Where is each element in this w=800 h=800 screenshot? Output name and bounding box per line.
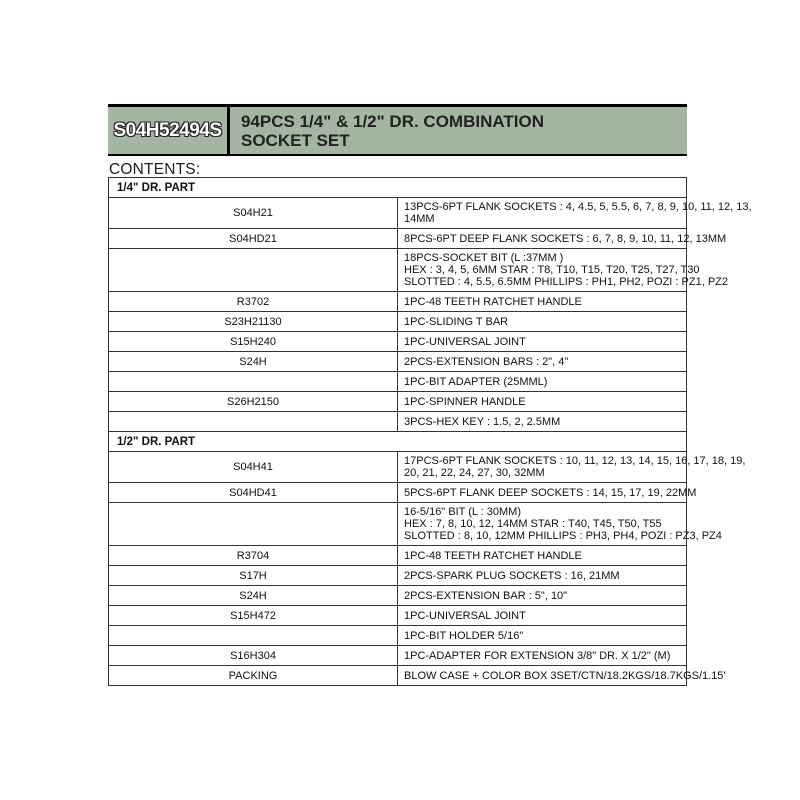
table-row bbox=[109, 586, 687, 606]
table-row bbox=[109, 452, 687, 483]
part-description bbox=[398, 352, 687, 372]
part-description bbox=[398, 332, 687, 352]
table-row bbox=[109, 372, 687, 392]
part-description bbox=[398, 392, 687, 412]
description-line: 1PC-SPINNER HANDLE bbox=[404, 395, 526, 408]
section-header-row bbox=[109, 432, 687, 452]
part-description bbox=[398, 566, 687, 586]
description-line: 1PC-UNIVERSAL JOINT bbox=[404, 609, 526, 622]
section-title: 1/2" DR. PART bbox=[109, 432, 687, 452]
table-row bbox=[109, 566, 687, 586]
description-line: 16-5/16" BIT (L : 30MM) bbox=[404, 506, 522, 518]
description-line: 13PCS-6PT FLANK SOCKETS : 4, 4.5, 5, 5.5, 6, 7, 8, 9, 10, 11, 12, 13, bbox=[404, 201, 752, 213]
part-code: S24H bbox=[109, 586, 398, 606]
description-line: 14MM bbox=[404, 213, 435, 225]
description-line: 1PC-BIT HOLDER 5/16" bbox=[404, 629, 524, 642]
part-code: R3702 bbox=[109, 292, 398, 312]
footnote bbox=[112, 697, 114, 704]
part-description bbox=[398, 292, 687, 312]
part-description bbox=[398, 546, 687, 566]
part-code: S16H304 bbox=[109, 646, 398, 666]
table-row bbox=[109, 352, 687, 372]
table-row bbox=[109, 332, 687, 352]
product-title-cell bbox=[230, 107, 687, 154]
part-code: S23H21130 bbox=[109, 312, 398, 332]
part-code: S04HD41 bbox=[109, 483, 398, 503]
part-code: PACKING bbox=[109, 666, 398, 686]
product-code-cell bbox=[108, 107, 230, 154]
description-line: 1PC-ADAPTER FOR EXTENSION 3/8" DR. X 1/2" (M) bbox=[404, 649, 671, 662]
part-description bbox=[398, 606, 687, 626]
description-line: 1PC-SLIDING T BAR bbox=[404, 315, 509, 328]
section-header-row bbox=[109, 178, 687, 198]
description-line: HEX : 7, 8, 10, 12, 14MM STAR : T40, T45, T50, T55 bbox=[404, 518, 662, 530]
description-line: 5PCS-6PT FLANK DEEP SOCKETS : 14, 15, 17, 19, 22MM bbox=[404, 486, 697, 499]
table-row bbox=[109, 249, 687, 292]
part-code bbox=[109, 503, 398, 546]
table-row bbox=[109, 666, 687, 686]
part-description bbox=[398, 452, 746, 483]
part-description bbox=[398, 626, 687, 646]
table-row bbox=[109, 392, 687, 412]
section-title: 1/4" DR. PART bbox=[109, 178, 687, 198]
part-code: R3704 bbox=[109, 546, 398, 566]
product-title-line2: SOCKET SET bbox=[241, 130, 350, 150]
part-description bbox=[398, 666, 726, 686]
part-code bbox=[109, 249, 398, 292]
part-code: S04H41 bbox=[109, 452, 398, 483]
contents-label: CONTENTS: bbox=[109, 161, 201, 178]
description-line: 1PC-48 TEETH RATCHET HANDLE bbox=[404, 549, 582, 562]
table-row bbox=[109, 626, 687, 646]
description-line: SLOTTED : 4, 5.5, 6.5MM PHILLIPS : PH1, PH2, POZI : PZ1, PZ2 bbox=[404, 276, 728, 288]
product-title-line1: 94PCS 1/4" & 1/2" DR. COMBINATION bbox=[241, 111, 544, 131]
contents-table bbox=[108, 177, 752, 686]
table-row bbox=[109, 503, 687, 546]
product-header bbox=[108, 104, 687, 156]
part-description bbox=[398, 229, 727, 249]
table-row bbox=[109, 292, 687, 312]
table-row bbox=[109, 198, 687, 229]
table-row bbox=[109, 312, 687, 332]
description-line: 1PC-BIT ADAPTER (25MML) bbox=[404, 375, 548, 388]
description-line: 18PCS-SOCKET BIT (L :37MM ) bbox=[404, 252, 564, 264]
table-row bbox=[109, 412, 687, 432]
part-code: S24H bbox=[109, 352, 398, 372]
description-line: HEX : 3, 4, 5, 6MM STAR : T8, T10, T15, T20, T25, T27, T30 bbox=[404, 264, 700, 276]
part-code: S17H bbox=[109, 566, 398, 586]
description-line: 3PCS-HEX KEY : 1.5, 2, 2.5MM bbox=[404, 415, 561, 428]
part-description bbox=[398, 412, 687, 432]
part-code: S04HD21 bbox=[109, 229, 398, 249]
description-line: SLOTTED : 8, 10, 12MM PHILLIPS : PH3, PH4, POZI : PZ3, PZ4 bbox=[404, 530, 722, 542]
part-description bbox=[398, 483, 697, 503]
description-line: 1PC-UNIVERSAL JOINT bbox=[404, 335, 526, 348]
part-description bbox=[398, 249, 728, 292]
part-code bbox=[109, 412, 398, 432]
part-code: S15H240 bbox=[109, 332, 398, 352]
part-description bbox=[398, 198, 752, 229]
description-line: 20, 21, 22, 24, 27, 30, 32MM bbox=[404, 467, 545, 479]
table-row bbox=[109, 483, 687, 503]
part-code bbox=[109, 626, 398, 646]
product-code: S04H52494S bbox=[113, 119, 222, 141]
part-code bbox=[109, 372, 398, 392]
part-description bbox=[398, 646, 687, 666]
part-description bbox=[398, 312, 687, 332]
part-description bbox=[398, 503, 722, 546]
part-code: S04H21 bbox=[109, 198, 398, 229]
table-row bbox=[109, 546, 687, 566]
description-line: BLOW CASE + COLOR BOX 3SET/CTN/18.2KGS/18.7KGS/1.15' bbox=[404, 669, 726, 682]
table-row bbox=[109, 646, 687, 666]
table-row bbox=[109, 229, 687, 249]
part-code: S26H2150 bbox=[109, 392, 398, 412]
table-row bbox=[109, 606, 687, 626]
description-line: 2PCS-EXTENSION BAR : 5", 10" bbox=[404, 589, 568, 602]
part-code: S15H472 bbox=[109, 606, 398, 626]
description-line: 2PCS-SPARK PLUG SOCKETS : 16, 21MM bbox=[404, 569, 620, 582]
part-description bbox=[398, 372, 687, 392]
description-line: 17PCS-6PT FLANK SOCKETS : 10, 11, 12, 13, 14, 15, 16, 17, 18, 19, bbox=[404, 455, 746, 467]
part-description bbox=[398, 586, 687, 606]
description-line: 1PC-48 TEETH RATCHET HANDLE bbox=[404, 295, 582, 308]
description-line: 2PCS-EXTENSION BARS : 2", 4" bbox=[404, 355, 569, 368]
description-line: 8PCS-6PT DEEP FLANK SOCKETS : 6, 7, 8, 9, 10, 11, 12, 13MM bbox=[404, 232, 727, 245]
